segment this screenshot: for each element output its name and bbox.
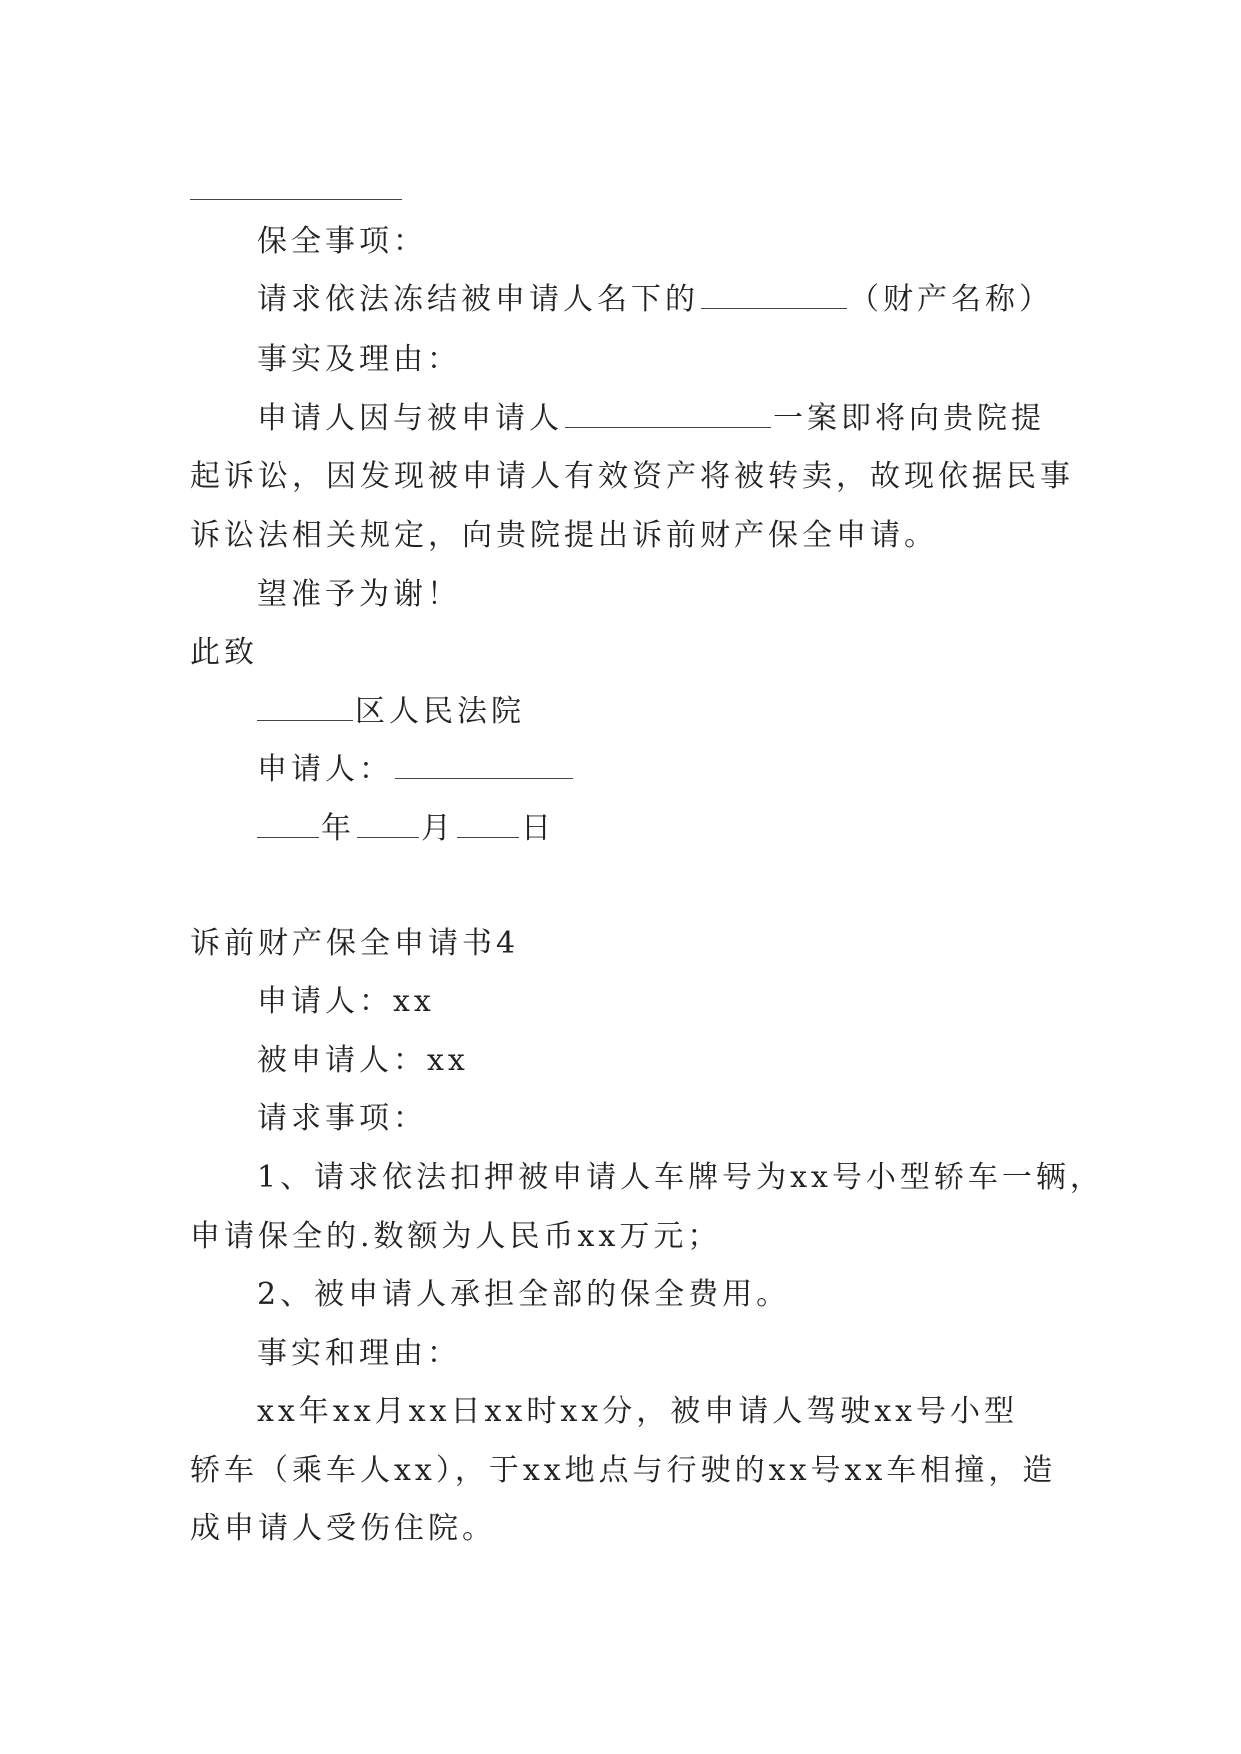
court-name: 区人民法院	[355, 694, 525, 729]
year-label: 年	[321, 811, 355, 846]
preservation-items-label: 保全事项：	[257, 224, 427, 259]
section-4-item-1-line-2: 申请保全的.数额为人民币xx万元；	[190, 1219, 722, 1254]
facts-line-1-end: 一案即将向贵院提	[773, 401, 1045, 436]
property-name-hint: （财产名称）	[849, 282, 1053, 317]
court-district-blank	[257, 694, 353, 721]
freeze-request-text: 请求依法冻结被申请人名下的	[257, 282, 699, 317]
case-cause-blank	[565, 401, 771, 428]
facts-reasons-label: 事实及理由：	[257, 342, 461, 377]
facts-line-1-start: 申请人因与被申请人	[257, 401, 563, 436]
applicant-name-blank	[395, 752, 573, 779]
section-4-item-2: 2、被申请人承担全部的保全费用。	[257, 1277, 791, 1312]
facts-line-2: 起诉讼，因发现被申请人有效资产将被转卖，故现依据民事	[190, 459, 1074, 494]
salutation: 此致	[190, 635, 258, 670]
closing-thanks: 望准予为谢！	[257, 577, 461, 612]
property-name-blank	[701, 282, 847, 309]
section-4-title: 诉前财产保全申请书4	[190, 926, 520, 961]
section-4-facts-label: 事实和理由：	[257, 1336, 461, 1371]
date-line	[257, 809, 555, 849]
month-label: 月	[421, 811, 455, 846]
facts-line-1	[257, 399, 1045, 439]
day-blank	[457, 811, 519, 838]
section-4-request-items-label: 请求事项：	[257, 1101, 427, 1136]
court-line	[257, 692, 525, 732]
top-blank-line	[190, 199, 402, 200]
section-4-facts-line-3: 成申请人受伤住院。	[190, 1511, 496, 1546]
freeze-request-line	[257, 280, 1053, 320]
facts-line-3: 诉讼法相关规定，向贵院提出诉前财产保全申请。	[190, 518, 938, 553]
section-4-applicant: 申请人：xx	[257, 984, 435, 1019]
section-4-item-1-line-1: 1、请求依法扣押被申请人车牌号为xx号小型轿车一辆，	[257, 1160, 1104, 1195]
month-blank	[357, 811, 419, 838]
day-label: 日	[521, 811, 555, 846]
year-blank	[257, 811, 319, 838]
applicant-label: 申请人：	[257, 752, 393, 787]
applicant-signature-line	[257, 750, 575, 790]
section-4-facts-line-1: xx年xx月xx日xx时xx分，被申请人驾驶xx号小型	[257, 1394, 1019, 1429]
section-4-respondent: 被申请人：xx	[257, 1043, 469, 1078]
section-4-facts-line-2: 轿车（乘车人xx），于xx地点与行驶的xx号xx车相撞，造	[190, 1453, 1057, 1488]
